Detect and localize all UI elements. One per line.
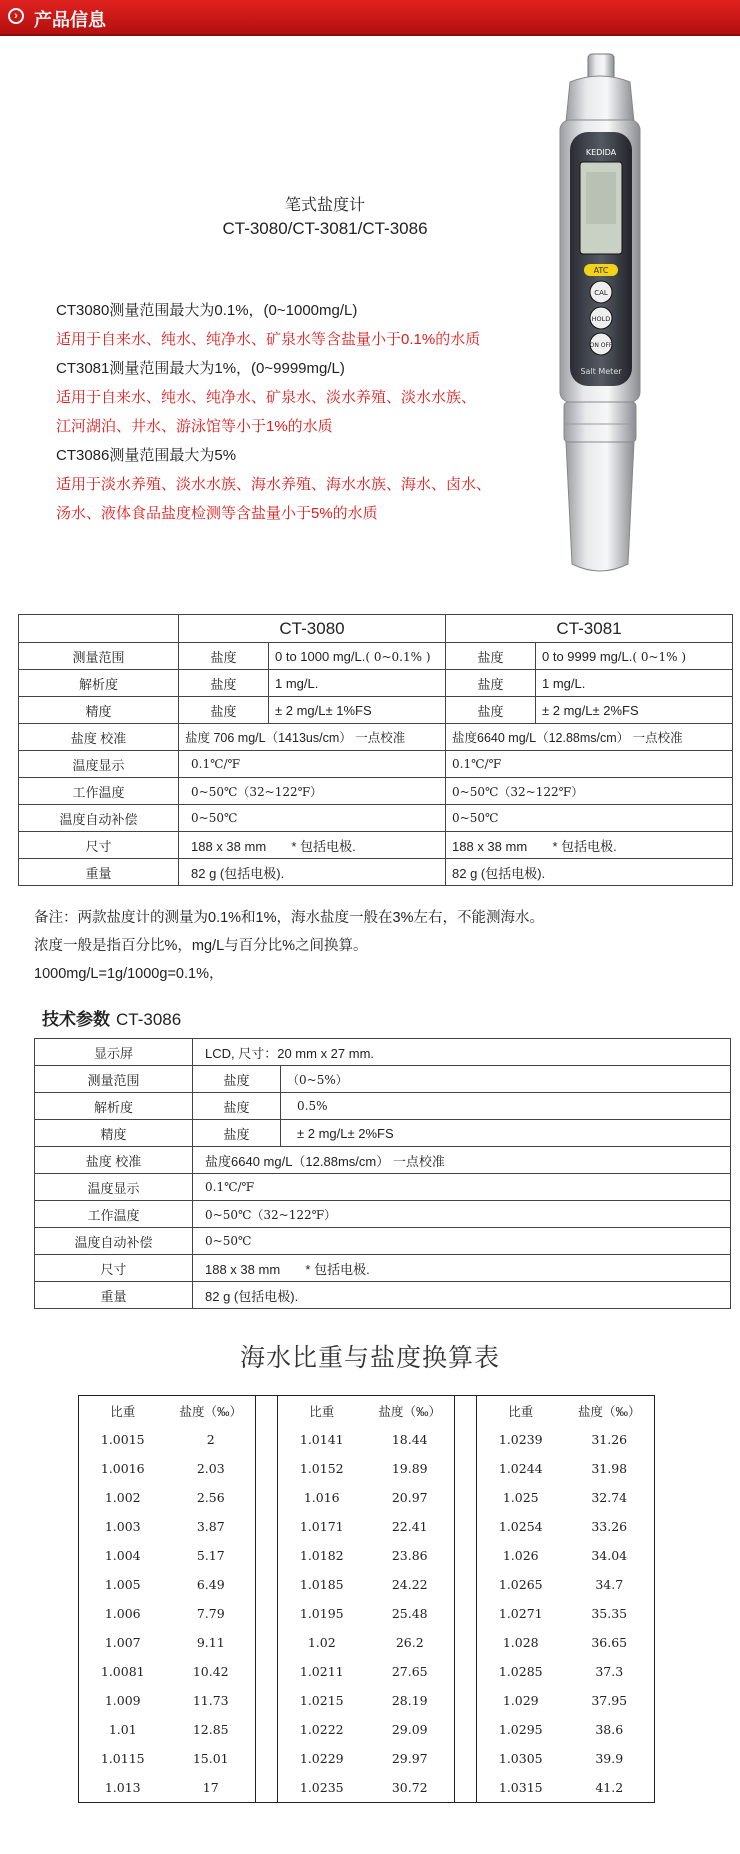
row-label: 精度	[35, 1120, 193, 1147]
accuracy-a: ± 2 mg/L± 1%FS	[269, 697, 446, 724]
tech-params-heading	[42, 1005, 181, 1030]
salinity-cell: 36.65	[591, 1635, 628, 1650]
row-sub: 盐度	[193, 1093, 281, 1120]
table-row	[79, 1773, 655, 1803]
auto-comp-value: 0~50℃	[193, 1228, 731, 1255]
row-label: 测量范围	[19, 643, 179, 670]
sg-cell: 1.0016	[100, 1461, 145, 1476]
salt-meter-pen-image	[530, 52, 670, 582]
salinity-cell: 17	[202, 1780, 219, 1795]
salinity-cell: 6.49	[196, 1577, 225, 1592]
group-divider	[455, 1396, 477, 1803]
range-a-note: ( 0~0.1% )	[365, 649, 431, 664]
salinity-cell: 38.6	[595, 1722, 624, 1737]
table-row	[79, 1628, 655, 1657]
range-a	[269, 643, 446, 670]
table-row	[79, 1425, 655, 1454]
sg-cell: 1.004	[104, 1548, 141, 1563]
sg-cell: 1.007	[104, 1635, 141, 1650]
salinity-cell: 2.56	[196, 1490, 225, 1505]
salinity-cell: 31.98	[591, 1461, 628, 1476]
col-header-sg: 比重	[309, 1404, 335, 1419]
salinity-cell: 15.01	[192, 1751, 229, 1766]
desc-line: CT3080测量范围最大为0.1%，(0~1000mg/L)	[56, 302, 358, 319]
table-row	[79, 1715, 655, 1744]
auto-comp-a: 0~50℃	[179, 805, 446, 832]
note-line: 备注：两款盐度计的测量为0.1%和1%，海水盐度一般在3%左右，不能测海水。	[34, 910, 544, 926]
desc-line: 江河湖泊、井水、游泳馆等小于1%的水质	[56, 418, 333, 435]
sg-cell: 1.029	[502, 1693, 539, 1708]
row-label: 温度显示	[19, 751, 179, 778]
sg-cell: 1.0244	[498, 1461, 543, 1476]
row-label: 盐度 校准	[35, 1147, 193, 1174]
sg-cell: 1.026	[502, 1548, 539, 1563]
weight-value: 82 g (包括电极).	[193, 1282, 731, 1309]
table-row	[79, 1744, 655, 1773]
range-b-note: ( 0~1% )	[632, 649, 687, 664]
sg-cell: 1.0222	[299, 1722, 344, 1737]
group-divider	[256, 1396, 278, 1803]
sg-cell: 1.003	[104, 1519, 141, 1534]
salinity-cell: 34.7	[595, 1577, 624, 1592]
salinity-cell: 35.35	[591, 1606, 628, 1621]
work-temp-a: 0~50℃（32~122℉）	[179, 778, 446, 805]
table-row	[79, 1570, 655, 1599]
salinity-cell: 26.2	[395, 1635, 424, 1650]
salinity-cell: 41.2	[595, 1780, 624, 1795]
conversion-table-title: 海水比重与盐度换算表	[239, 1343, 500, 1372]
temp-display-value: 0.1℃/℉	[193, 1174, 731, 1201]
temp-display-a: 0.1℃/℉	[179, 751, 446, 778]
salinity-cell: 10.42	[192, 1664, 229, 1679]
row-label: 精度	[19, 697, 179, 724]
row-label: 解析度	[19, 670, 179, 697]
sg-cell: 1.0254	[498, 1519, 543, 1534]
salinity-cell: 33.26	[591, 1519, 628, 1534]
row-sub: 盐度	[446, 670, 536, 697]
sg-cell: 1.0171	[299, 1519, 344, 1534]
row-sub: 盐度	[179, 670, 269, 697]
resolution-value: 0.5%	[281, 1093, 731, 1120]
salinity-cell: 34.04	[591, 1548, 628, 1563]
salinity-cell: 9.11	[196, 1635, 225, 1650]
sg-cell: 1.0265	[498, 1577, 543, 1592]
weight-a: 82 g (包括电极).	[179, 859, 446, 886]
size-value: 188 x 38 mm * 包括电极.	[193, 1255, 731, 1282]
salinity-cell: 32.74	[591, 1490, 628, 1505]
tech-model: CT-3086	[116, 1010, 182, 1029]
sg-cell: 1.0015	[100, 1432, 145, 1447]
salinity-cell: 18.44	[391, 1432, 428, 1447]
table-row	[79, 1541, 655, 1570]
row-sub: 盐度	[179, 643, 269, 670]
tech-heading-label: 技术参数	[42, 1010, 110, 1029]
row-label: 重量	[35, 1282, 193, 1309]
sg-cell: 1.0239	[498, 1432, 543, 1447]
product-description	[56, 296, 526, 528]
table-row	[79, 1599, 655, 1628]
accuracy-value: ± 2 mg/L± 2%FS	[281, 1120, 731, 1147]
spec-table-ct3086	[34, 1038, 731, 1309]
calibration-a: 盐度 706 mg/L（1413us/cm） 一点校准	[179, 724, 446, 751]
conversion-table	[78, 1395, 655, 1803]
row-label: 工作温度	[19, 778, 179, 805]
sg-cell: 1.01	[108, 1722, 137, 1737]
row-sub: 盐度	[446, 697, 536, 724]
row-label: 温度自动补偿	[19, 805, 179, 832]
table-row	[79, 1657, 655, 1686]
row-label: 测量范围	[35, 1066, 193, 1093]
sg-cell: 1.002	[104, 1490, 141, 1505]
model-a-header: CT-3080	[179, 615, 446, 643]
desc-line: CT3086测量范围最大为5%	[56, 447, 237, 464]
salinity-cell: 2	[206, 1432, 215, 1447]
salinity-cell: 5.17	[196, 1548, 225, 1563]
salinity-cell: 12.85	[192, 1722, 229, 1737]
row-sub: 盐度	[179, 697, 269, 724]
sg-cell: 1.0141	[299, 1432, 344, 1447]
desc-line: 适用于淡水养殖、淡水水族、海水养殖、海水水族、海水、卤水、	[56, 476, 492, 493]
salinity-cell: 30.72	[391, 1780, 428, 1795]
display-value: LCD, 尺寸：20 mm x 27 mm.	[193, 1039, 731, 1066]
sg-cell: 1.0285	[498, 1664, 543, 1679]
sg-cell: 1.0229	[299, 1751, 344, 1766]
salinity-cell: 29.09	[391, 1722, 428, 1737]
salinity-cell: 28.19	[391, 1693, 428, 1708]
row-sub: 盐度	[193, 1066, 281, 1093]
sg-cell: 1.0211	[299, 1664, 344, 1679]
sg-cell: 1.0185	[299, 1577, 344, 1592]
note-line: 1000mg/L=1g/1000g=0.1%，	[34, 966, 224, 982]
row-label: 显示屏	[35, 1039, 193, 1066]
row-sub: 盐度	[446, 643, 536, 670]
col-header-salinity: 盐度（‰）	[179, 1404, 242, 1419]
size-a: 188 x 38 mm * 包括电极.	[179, 832, 446, 859]
sg-cell: 1.0195	[299, 1606, 344, 1621]
section-title: 产品信息	[34, 10, 106, 30]
device-label: Salt Meter	[580, 367, 622, 376]
sg-cell: 1.005	[104, 1577, 141, 1592]
weight-b: 82 g (包括电极).	[446, 859, 733, 886]
chevron-right-circle-icon: ›	[8, 8, 24, 24]
salinity-cell: 27.65	[391, 1664, 428, 1679]
sg-cell: 1.02	[307, 1635, 336, 1650]
brand-text: KEDIDA	[585, 148, 617, 157]
atc-label: ATC	[593, 266, 609, 275]
col-header-sg: 比重	[508, 1404, 534, 1419]
onoff-button-label: ON OFF	[589, 342, 613, 349]
sg-cell: 1.0305	[498, 1751, 543, 1766]
row-label: 解析度	[35, 1093, 193, 1120]
sg-cell: 1.006	[104, 1606, 141, 1621]
range-value: （0~5%）	[281, 1066, 731, 1093]
model-b-header: CT-3081	[446, 615, 733, 643]
sg-cell: 1.0152	[299, 1461, 344, 1476]
col-header-salinity: 盐度（‰）	[378, 1404, 441, 1419]
sg-cell: 1.016	[303, 1490, 340, 1505]
hold-button-label: HOLD	[591, 315, 611, 323]
row-label: 尺寸	[35, 1255, 193, 1282]
note-line: 浓度一般是指百分比%，mg/L与百分比%之间换算。	[34, 938, 368, 954]
sg-cell: 1.0315	[498, 1780, 543, 1795]
size-b: 188 x 38 mm * 包括电极.	[446, 832, 733, 859]
calibration-b: 盐度6640 mg/L（12.88ms/cm） 一点校准	[446, 724, 733, 751]
col-header-salinity: 盐度（‰）	[577, 1404, 641, 1419]
desc-line: 适用于自来水、纯水、纯净水、矿泉水、淡水养殖、淡水水族、	[56, 389, 477, 406]
product-name: 笔式盐度计	[284, 197, 365, 214]
salinity-cell: 2.03	[196, 1461, 225, 1476]
salinity-cell: 25.48	[391, 1606, 428, 1621]
product-models: CT-3080/CT-3081/CT-3086	[222, 219, 428, 238]
col-header-sg: 比重	[110, 1404, 136, 1419]
salinity-cell: 24.22	[391, 1577, 428, 1592]
accuracy-b: ± 2 mg/L± 2%FS	[536, 697, 733, 724]
cal-button-label: CAL	[594, 289, 608, 297]
work-temp-value: 0~50℃（32~122℉）	[193, 1201, 731, 1228]
desc-line: CT3081测量范围最大为1%，(0~9999mg/L)	[56, 360, 345, 377]
row-label: 盐度 校准	[19, 724, 179, 751]
row-label: 重量	[19, 859, 179, 886]
section-header	[0, 0, 740, 36]
conversion-header-row	[79, 1396, 655, 1426]
temp-display-b: 0.1℃/℉	[446, 751, 733, 778]
desc-line: 适用于自来水、纯水、纯净水、矿泉水等含盐量小于0.1%的水质	[56, 331, 481, 348]
notes	[34, 904, 544, 988]
sg-cell: 1.028	[502, 1635, 539, 1650]
salinity-cell: 31.26	[591, 1432, 628, 1447]
work-temp-b: 0~50℃（32~122℉）	[446, 778, 733, 805]
salinity-cell: 39.9	[595, 1751, 624, 1766]
sg-cell: 1.009	[104, 1693, 141, 1708]
salinity-cell: 7.79	[196, 1606, 225, 1621]
row-sub: 盐度	[193, 1120, 281, 1147]
sg-cell: 1.0115	[100, 1751, 145, 1766]
salinity-cell: 11.73	[192, 1693, 229, 1708]
range-b-value: 0 to 9999 mg/L.	[542, 648, 633, 664]
table-row	[79, 1512, 655, 1541]
resolution-b: 1 mg/L.	[536, 670, 733, 697]
range-a-value: 0 to 1000 mg/L.	[275, 648, 366, 664]
row-label: 温度显示	[35, 1174, 193, 1201]
salinity-cell: 22.41	[391, 1519, 428, 1534]
salinity-cell: 20.97	[391, 1490, 428, 1505]
spec-table-ct3080-ct3081	[18, 614, 733, 886]
salinity-cell: 23.86	[391, 1548, 428, 1563]
row-label: 工作温度	[35, 1201, 193, 1228]
sg-cell: 1.0081	[100, 1664, 145, 1679]
resolution-a: 1 mg/L.	[269, 670, 446, 697]
sg-cell: 1.025	[502, 1490, 539, 1505]
table-header-cell	[19, 615, 179, 643]
salinity-cell: 37.3	[595, 1664, 624, 1679]
sg-cell: 1.0271	[498, 1606, 543, 1621]
row-label: 尺寸	[19, 832, 179, 859]
table-row	[79, 1483, 655, 1512]
table-row	[79, 1454, 655, 1483]
auto-comp-b: 0~50℃	[446, 805, 733, 832]
salinity-cell: 37.95	[591, 1693, 628, 1708]
row-label: 温度自动补偿	[35, 1228, 193, 1255]
salinity-cell: 29.97	[391, 1751, 428, 1766]
sg-cell: 1.013	[104, 1780, 141, 1795]
sg-cell: 1.0235	[299, 1780, 344, 1795]
desc-line: 汤水、液体食品盐度检测等含盐量小于5%的水质	[56, 505, 378, 522]
sg-cell: 1.0182	[299, 1548, 344, 1563]
range-b	[536, 643, 733, 670]
sg-cell: 1.0295	[498, 1722, 543, 1737]
salinity-cell: 3.87	[196, 1519, 225, 1534]
table-row	[79, 1686, 655, 1715]
salinity-cell: 19.89	[391, 1461, 428, 1476]
calibration-value: 盐度6640 mg/L（12.88ms/cm） 一点校准	[193, 1147, 731, 1174]
sg-cell: 1.0215	[299, 1693, 344, 1708]
